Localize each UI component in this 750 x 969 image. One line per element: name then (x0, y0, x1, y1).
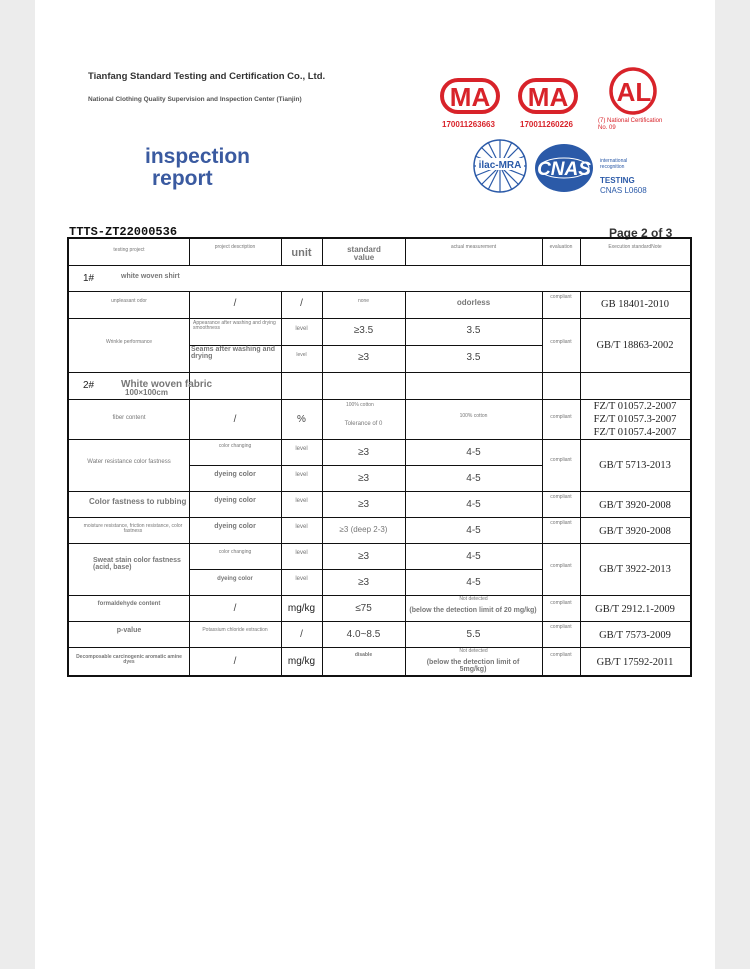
cal-logo (604, 66, 662, 118)
header-project-description: project description (214, 244, 256, 250)
cal-number: No. 09 (598, 125, 616, 131)
fiber-project: fiber content (112, 415, 146, 421)
ilac-mra-logo (472, 136, 528, 196)
sweat-meas-1: 4-5 (466, 551, 481, 562)
water-eval: compliant (550, 457, 572, 463)
rubbing-project: Color fastness to rubbing (89, 497, 187, 506)
sweat-desc-1: color changing (218, 549, 252, 555)
wrinkle-meas-1: 3.5 (466, 325, 481, 336)
ilac-mark: ilac-MRA (478, 160, 522, 171)
sweat-meas-2: 4-5 (466, 577, 481, 588)
cnas-number: CNAS L0608 (600, 186, 647, 195)
water-unit-1: level (295, 446, 308, 452)
ph-desc: Potassium chloride extraction (202, 627, 268, 633)
ph-unit: / (300, 629, 303, 640)
fiber-eval: compliant (550, 414, 572, 420)
fiber-std-a: 100% cotton (346, 402, 374, 408)
rubbing-standard: ≥3 (357, 499, 370, 510)
section-2-size: 100×100cm (125, 388, 168, 397)
amine-standard: disable (354, 652, 373, 658)
cma-mark-1: MA (449, 82, 491, 112)
wrinkle-project: Wrinkle performance (105, 339, 153, 345)
wrinkle-std-1: ≥3.5 (353, 325, 374, 336)
fiber-std-1: FZ/T 01057.2-2007 (593, 401, 677, 412)
sweat-std-2: ≥3 (357, 577, 370, 588)
fiber-desc: / (233, 414, 237, 425)
ph-eval: compliant (550, 624, 572, 630)
section-2-title: White woven fabric (121, 379, 213, 390)
cal-mark: AL (616, 77, 652, 107)
formaldehyde-std: GB/T 2912.1-2009 (595, 604, 675, 615)
cma-logo-2 (518, 76, 580, 118)
fiber-measured: 100% cotton (459, 413, 488, 419)
sweat-std: GB/T 3922-2013 (599, 564, 671, 575)
moisture-desc: dyeing color (214, 523, 256, 530)
water-std-1: ≥3 (357, 447, 370, 458)
company-name: Tianfang Standard Testing and Certification Co., Ltd. (88, 71, 326, 82)
header-evaluation: evaluation (549, 244, 573, 250)
cnas-mark: CNAS (537, 159, 591, 180)
water-project: Water resistance color fastness (87, 459, 171, 465)
water-desc-1: color changing (218, 443, 252, 449)
formaldehyde-meas-a: Not detected (459, 596, 488, 602)
wrinkle-desc-1: Appearance after washing and drying smoothness (193, 320, 276, 332)
amine-meas-a: Not detected (459, 648, 488, 654)
header-testing-project: testing project (113, 247, 145, 253)
header-unit: unit (291, 247, 312, 259)
section-1-number: 1# (83, 273, 95, 284)
amine-meas-b: (below the detection limit of 5mg/kg) (426, 659, 520, 674)
rubbing-eval: compliant (550, 494, 572, 500)
amine-std: GB/T 17592-2011 (596, 657, 674, 668)
cma-mark-2: MA (527, 82, 569, 112)
ph-project: p-value (116, 627, 142, 634)
cnas-note-1: international (600, 158, 628, 164)
wrinkle-std-2: ≥3 (357, 352, 370, 363)
wrinkle-eval: compliant (550, 339, 572, 345)
water-std: GB/T 5713-2013 (599, 460, 671, 471)
odor-desc: / (233, 298, 237, 309)
moisture-unit: level (295, 524, 308, 530)
sweat-eval: compliant (550, 563, 572, 569)
moisture-eval: compliant (550, 520, 572, 526)
fiber-unit: % (297, 414, 306, 425)
water-meas-1: 4-5 (466, 447, 481, 458)
sweat-unit-1: level (295, 550, 308, 556)
header-standard-value: standard value (347, 245, 381, 263)
section-2-number: 2# (83, 380, 95, 391)
wrinkle-meas-2: 3.5 (466, 352, 481, 363)
doc-title: inspection (145, 145, 251, 168)
fiber-std-3: FZ/T 01057.4-2007 (593, 427, 677, 438)
odor-standard: none (357, 298, 370, 304)
odor-std: GB 18401-2010 (601, 299, 669, 310)
wrinkle-unit-2: level (296, 352, 307, 358)
results-table (67, 237, 692, 677)
odor-eval: compliant (550, 294, 572, 300)
cma-number-1: 170011263663 (442, 120, 495, 129)
cma-number-2: 170011260226 (520, 120, 573, 129)
wrinkle-desc-2: Seams after washing and drying (191, 346, 276, 361)
amine-project: Decomposable carcinogenic aromatic amine dyes (76, 654, 182, 666)
moisture-measured: 4-5 (466, 525, 481, 536)
sweat-std-1: ≥3 (357, 551, 370, 562)
odor-project: unpleasant odor (111, 298, 147, 304)
ph-std: GB/T 7573-2009 (599, 630, 671, 641)
cal-label: (7) National Certification (598, 118, 663, 124)
fiber-std-b: Tolerance of 0 (344, 421, 383, 427)
water-std-2: ≥3 (357, 473, 370, 484)
sweat-desc-2: dyeing color (217, 576, 253, 582)
section-1-title: white woven shirt (121, 273, 180, 280)
formaldehyde-meas-b: (below the detection limit of 20 mg/kg) (409, 607, 537, 614)
moisture-project: moisture resistance, friction resistance, color fastness (83, 523, 183, 535)
rubbing-std: GB/T 3920-2008 (599, 500, 671, 511)
amine-desc: / (233, 656, 237, 667)
header-actual-measurement: actual measurement (450, 244, 497, 250)
cma-logo-1 (440, 76, 502, 118)
cnas-note-2: recognition (600, 164, 625, 170)
rubbing-unit: level (295, 498, 308, 504)
water-desc-2: dyeing color (214, 471, 256, 478)
ph-measured: 5.5 (466, 629, 481, 640)
rubbing-desc: dyeing color (214, 497, 256, 504)
sweat-unit-2: level (295, 576, 308, 582)
rubbing-measured: 4-5 (466, 499, 481, 510)
page-indicator: Page 2 of 3 (609, 226, 673, 240)
cnas-testing: TESTING (600, 176, 635, 185)
odor-measured: odorless (456, 298, 491, 307)
ph-standard: 4.0~8.5 (346, 629, 381, 640)
water-unit-2: level (295, 472, 308, 478)
header-execution-standard: Execution standardNote (608, 244, 662, 250)
cnas-logo (533, 142, 595, 194)
water-meas-2: 4-5 (466, 473, 481, 484)
formaldehyde-standard: ≤75 (355, 603, 372, 614)
formaldehyde-unit: mg/kg (287, 603, 316, 614)
formaldehyde-project: formaldehyde content (97, 601, 161, 607)
wrinkle-std: GB/T 18863-2002 (596, 340, 674, 351)
odor-unit: / (300, 298, 303, 309)
sweat-project: Sweat stain color fastness (acid, base) (93, 557, 181, 572)
amine-unit: mg/kg (287, 656, 316, 667)
formaldehyde-eval: compliant (550, 600, 572, 606)
doc-subtitle: report (152, 167, 213, 190)
fiber-std-2: FZ/T 01057.3-2007 (593, 414, 677, 425)
moisture-standard: ≥3 (deep 2-3) (339, 525, 388, 534)
wrinkle-unit-1: level (295, 326, 308, 332)
formaldehyde-desc: / (233, 603, 237, 614)
moisture-std: GB/T 3920-2008 (599, 526, 671, 537)
amine-eval: compliant (550, 652, 572, 658)
report-number: TTTS-ZT22000536 (69, 225, 178, 239)
center-name: National Clothing Quality Supervision and Inspection Center (Tianjin) (88, 96, 302, 103)
